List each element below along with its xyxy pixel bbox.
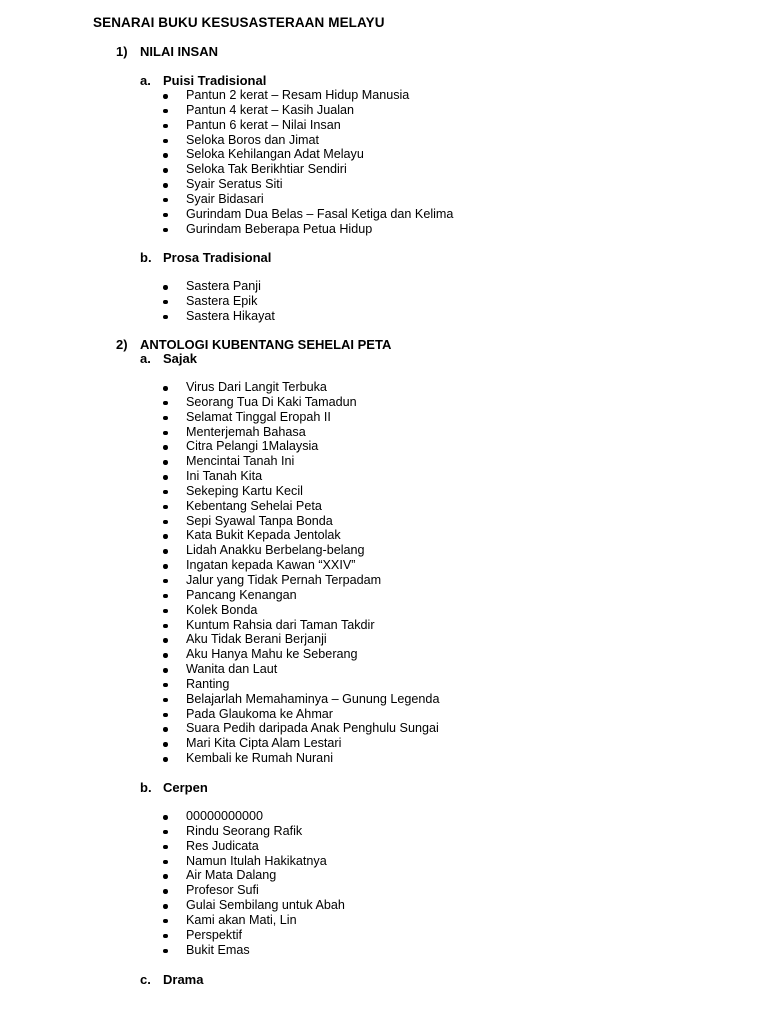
list-item-text: Jalur yang Tidak Pernah Terpadam [186,572,382,587]
bullet-icon [163,431,168,436]
bullet-icon [163,460,168,465]
bullet-icon [163,564,168,569]
list-item-text: Sastera Epik [186,293,258,308]
bullet-icon [163,683,168,688]
list-item [0,88,453,103]
list-item-text: Rindu Seorang Rafik [186,823,303,838]
list-item-text: Aku Tidak Berani Berjanji [186,632,327,647]
list-item [0,192,453,207]
list-item [0,558,439,573]
subsection-title: Drama [163,972,204,987]
list-item [0,279,275,294]
list-item-text: Kami akan Mati, Lin [186,912,297,927]
list-item-text: Res Judicata [186,838,259,853]
subsection-heading-drama [140,972,203,987]
list-item [0,425,439,440]
list-item [0,662,439,677]
bullet-icon [163,168,168,173]
list-item-text: Sastera Hikayat [186,308,275,323]
bullet-icon [163,713,168,718]
list-item-text: Bukit Emas [186,942,250,957]
list-item [0,147,453,162]
list-item-text: Sastera Panji [186,279,261,293]
section-number: 1) [116,44,128,59]
list-item [0,499,439,514]
bullet-icon [163,919,168,924]
list-item-text: Kolek Bonda [186,602,258,617]
section-heading-antologi [116,337,391,352]
list-item-text: Pada Glaukoma ke Ahmar [186,706,334,721]
bullet-icon [163,228,168,233]
bullet-icon [163,505,168,510]
bullet-icon [163,830,168,835]
list-item-text: Seloka Tak Berikhtiar Sendiri [186,162,347,177]
list-item [0,309,275,324]
bullet-icon [163,520,168,525]
list-prosa-tradisional [0,279,275,324]
list-item [0,736,439,751]
subsection-title: Cerpen [163,780,208,795]
bullet-icon [163,285,168,290]
bullet-icon [163,624,168,629]
bullet-icon [163,315,168,320]
subsection-title: Puisi Tradisional [163,73,267,88]
subsection-heading-puisi-tradisional [140,73,266,88]
bullet-icon [163,742,168,747]
list-item [0,647,439,662]
list-item [0,751,439,766]
list-item [0,395,439,410]
list-item-text: Seloka Kehilangan Adat Melayu [186,147,364,162]
list-item [0,133,453,148]
list-item [0,824,345,839]
bullet-icon [163,594,168,599]
bullet-icon [163,934,168,939]
list-item [0,898,345,913]
list-item [0,177,453,192]
subsection-title: Prosa Tradisional [163,250,272,265]
list-item-text: Mari Kita Cipta Alam Lestari [186,736,342,751]
list-item-text: Lidah Anakku Berbelang-belang [186,543,365,558]
list-item [0,118,453,133]
subsection-letter: b. [140,250,152,265]
subsection-heading-sajak [140,351,197,366]
list-item-text: Ini Tanah Kita [186,469,263,484]
bullet-icon [163,579,168,584]
list-item [0,410,439,425]
bullet-icon [163,183,168,188]
bullet-icon [163,638,168,643]
list-item-text: Menterjemah Bahasa [186,424,306,439]
bullet-icon [163,109,168,114]
bullet-icon [163,860,168,865]
list-item-text: Virus Dari Langit Terbuka [186,380,327,394]
list-item-text: Seorang Tua Di Kaki Tamadun [186,394,357,409]
bullet-icon [163,534,168,539]
bullet-icon [163,609,168,614]
list-item-text: Pancang Kenangan [186,587,297,602]
list-item-text: Kata Bukit Kepada Jentolak [186,528,341,543]
bullet-icon [163,300,168,305]
bullet-icon [163,475,168,480]
list-item [0,809,345,824]
list-item [0,588,439,603]
bullet-icon [163,490,168,495]
list-item-text: Aku Hanya Mahu ke Seberang [186,647,358,662]
list-item-text: Kembali ke Rumah Nurani [186,751,333,766]
subsection-title: Sajak [163,351,197,366]
list-item [0,543,439,558]
list-item-text: Citra Pelangi 1Malaysia [186,439,319,454]
section-title: NILAI INSAN [140,44,218,59]
list-item-text: Air Mata Dalang [186,868,277,883]
list-item [0,868,345,883]
bullet-icon [163,653,168,658]
bullet-icon [163,198,168,203]
bullet-icon [163,549,168,554]
list-item [0,632,439,647]
bullet-icon [163,815,168,820]
bullet-icon [163,949,168,954]
subsection-heading-prosa-tradisional [140,250,271,265]
list-item [0,380,439,395]
list-item-text: Pantun 2 kerat – Resam Hidup Manusia [186,88,410,102]
document-title: SENARAI BUKU KESUSASTERAAN MELAYU [93,15,385,30]
list-item [0,677,439,692]
bullet-icon [163,727,168,732]
bullet-icon [163,401,168,406]
bullet-icon [163,213,168,218]
list-item [0,707,439,722]
bullet-icon [163,757,168,762]
bullet-icon [163,445,168,450]
list-item [0,454,439,469]
subsection-letter: c. [140,972,151,987]
bullet-icon [163,874,168,879]
bullet-icon [163,698,168,703]
list-item [0,839,345,854]
list-item [0,692,439,707]
subsection-letter: b. [140,780,152,795]
list-item-text: Kebentang Sehelai Peta [186,498,322,513]
section-heading-nilai-insan [116,44,218,59]
list-item [0,514,439,529]
bullet-icon [163,153,168,158]
subsection-heading-cerpen [140,780,208,795]
list-item [0,162,453,177]
list-item [0,603,439,618]
list-item-text: Pantun 6 kerat – Nilai Insan [186,117,341,132]
bullet-icon [163,124,168,129]
list-item-text: Kuntum Rahsia dari Taman Takdir [186,617,375,632]
list-item-text: Ingatan kepada Kawan “XXIV” [186,558,356,573]
list-item [0,294,275,309]
list-item-text: Syair Seratus Siti [186,177,283,192]
list-item-text: Seloka Boros dan Jimat [186,132,320,147]
list-item-text: Profesor Sufi [186,883,259,898]
bullet-icon [163,139,168,144]
list-cerpen [0,809,345,957]
bullet-icon [163,668,168,673]
list-item [0,928,345,943]
list-item-text: Belajarlah Memahaminya – Gunung Legenda [186,691,440,706]
bullet-icon [163,845,168,850]
list-item-text: Wanita dan Laut [186,662,278,677]
list-item [0,618,439,633]
list-item [0,484,439,499]
list-item [0,439,439,454]
subsection-letter: a. [140,351,151,366]
list-item [0,943,345,958]
list-item-text: Gurindam Dua Belas – Fasal Ketiga dan Kelima [186,206,454,221]
bullet-icon [163,904,168,909]
list-item [0,913,345,928]
list-item [0,528,439,543]
list-item [0,573,439,588]
bullet-icon [163,416,168,421]
list-puisi-tradisional [0,88,453,236]
bullet-icon [163,386,168,391]
list-item [0,721,439,736]
list-item-text: Namun Itulah Hakikatnya [186,853,327,868]
bullet-icon [163,94,168,99]
list-item [0,222,453,237]
list-item-text: Selamat Tinggal Eropah II [186,409,331,424]
bullet-icon [163,889,168,894]
list-item-text: Ranting [186,676,230,691]
list-item [0,469,439,484]
list-item [0,207,453,222]
list-item-text: Mencintai Tanah Ini [186,454,295,469]
list-item-text: Sekeping Kartu Kecil [186,483,303,498]
list-item-text: Suara Pedih daripada Anak Penghulu Sungai [186,721,439,736]
list-sajak [0,380,439,766]
list-item [0,103,453,118]
list-item-text: Syair Bidasari [186,191,264,206]
list-item-text: Sepi Syawal Tanpa Bonda [186,513,333,528]
list-item-text: Gulai Sembilang untuk Abah [186,898,345,913]
list-item-text: Pantun 4 kerat – Kasih Jualan [186,102,355,117]
subsection-letter: a. [140,73,151,88]
section-title: ANTOLOGI KUBENTANG SEHELAI PETA [140,337,392,352]
list-item [0,854,345,869]
section-number: 2) [116,337,128,352]
list-item-text: Gurindam Beberapa Petua Hidup [186,221,373,236]
list-item-text: Perspektif [186,927,242,942]
list-item [0,883,345,898]
list-item-text: 00000000000 [186,809,264,823]
